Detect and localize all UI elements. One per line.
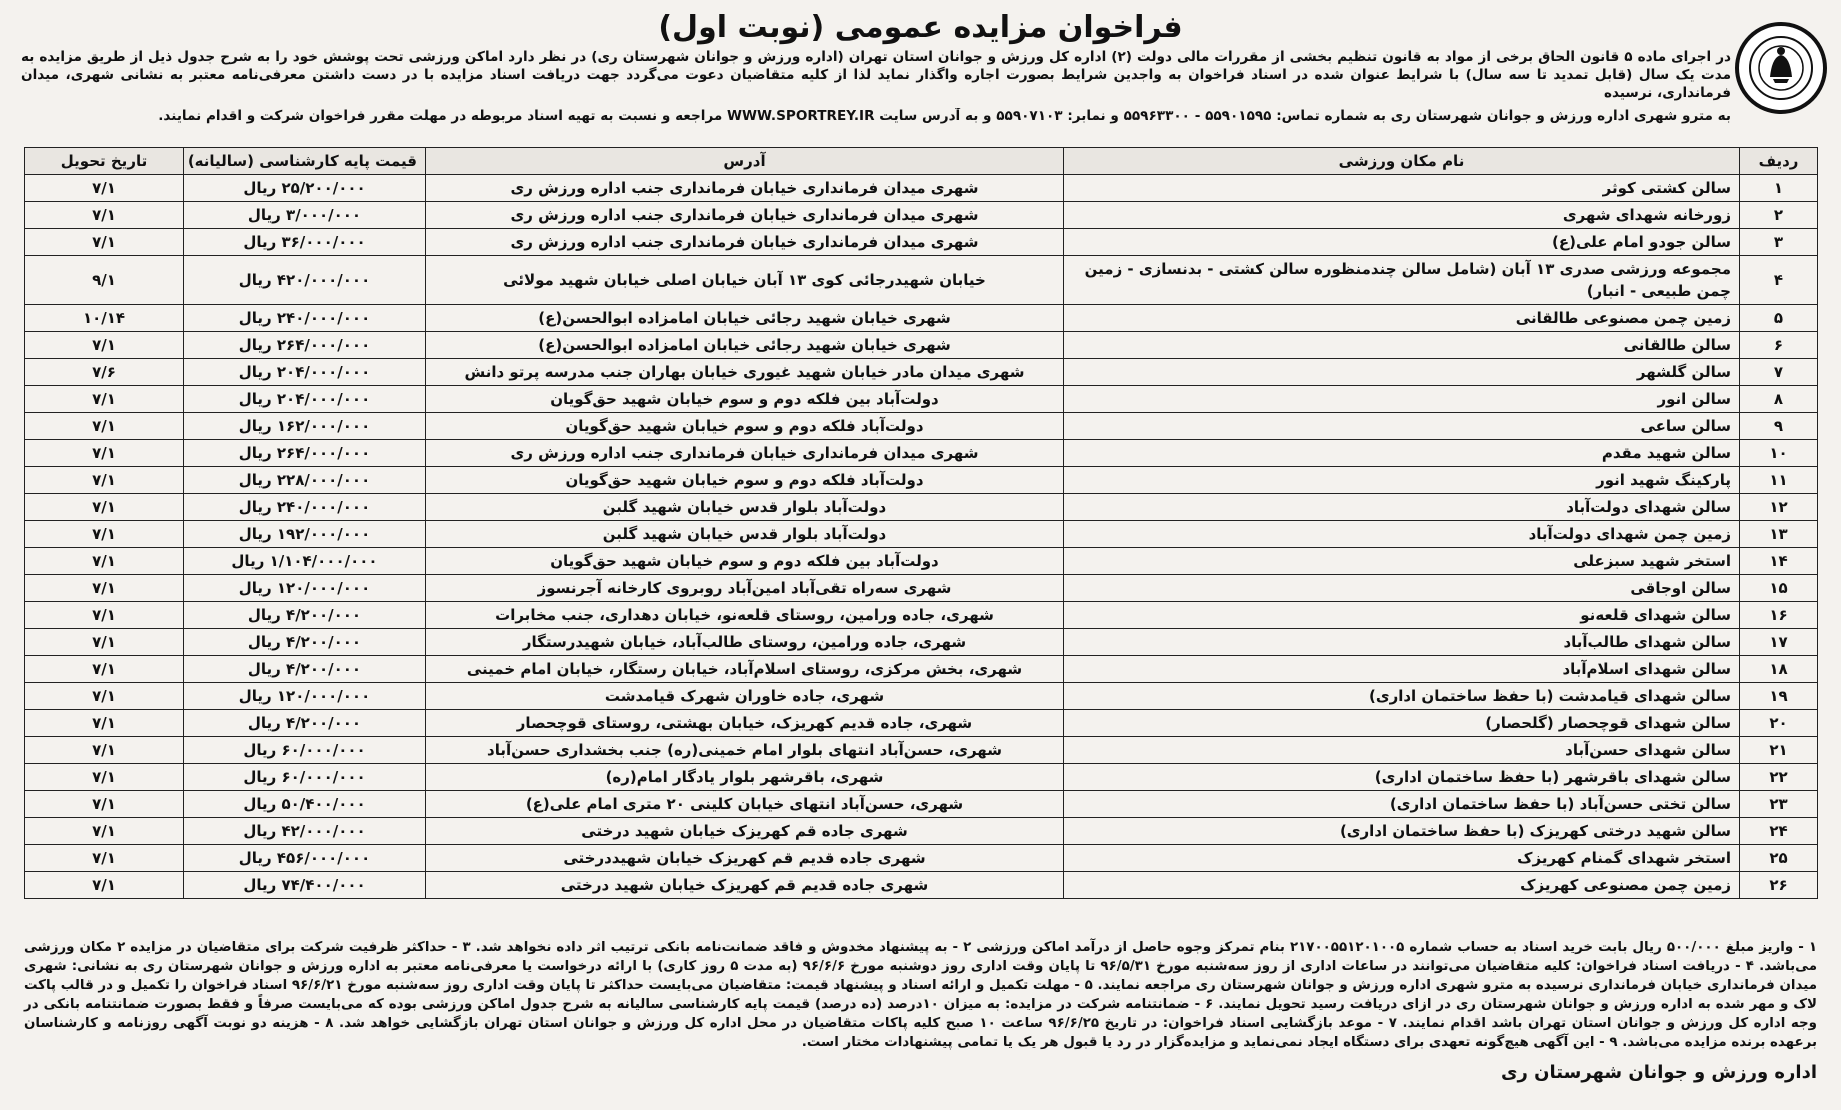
row-number-cell: ۱ <box>1740 175 1818 202</box>
table-row <box>25 305 1818 332</box>
table-row <box>25 386 1818 413</box>
base-price-cell: ۷۴/۴۰۰/۰۰۰ ریال <box>184 872 426 899</box>
base-price-cell: ۲۶۴/۰۰۰/۰۰۰ ریال <box>184 332 426 359</box>
delivery-date-cell: ۷/۱ <box>25 467 184 494</box>
address-cell: دولت‌آباد فلکه دوم و سوم خیابان شهید حق‌گویان <box>426 467 1064 494</box>
issuer-signature: اداره ورزش و جوانان شهرستان ری <box>1501 1062 1817 1083</box>
row-number-cell: ۲۰ <box>1740 710 1818 737</box>
venue-name-cell: زورخانه شهدای شهری <box>1064 202 1740 229</box>
header-delivery-date: تاریخ تحویل <box>25 148 184 175</box>
venue-name-cell: زمین چمن مصنوعی طالقانی <box>1064 305 1740 332</box>
base-price-cell: ۲۵/۲۰۰/۰۰۰ ریال <box>184 175 426 202</box>
delivery-date-cell: ۷/۱ <box>25 548 184 575</box>
delivery-date-cell: ۷/۱ <box>25 629 184 656</box>
venue-name-cell: زمین چمن مصنوعی کهریزک <box>1064 872 1740 899</box>
address-cell: خیابان شهیدرجائی کوی ۱۳ آبان خیابان اصلی خیابان شهید مولائی <box>426 256 1064 305</box>
base-price-cell: ۳/۰۰۰/۰۰۰ ریال <box>184 202 426 229</box>
delivery-date-cell: ۷/۱ <box>25 764 184 791</box>
table-row <box>25 656 1818 683</box>
table-row <box>25 332 1818 359</box>
base-price-cell: ۳۶/۰۰۰/۰۰۰ ریال <box>184 229 426 256</box>
delivery-date-cell: ۷/۶ <box>25 359 184 386</box>
table-row <box>25 548 1818 575</box>
base-price-cell: ۱/۱۰۴/۰۰۰/۰۰۰ ریال <box>184 548 426 575</box>
delivery-date-cell: ۷/۱ <box>25 737 184 764</box>
row-number-cell: ۶ <box>1740 332 1818 359</box>
header-venue-name: نام مکان ورزشی <box>1064 148 1740 175</box>
venue-name-cell: سالن تختی حسن‌آباد (با حفظ ساختمان اداری) <box>1064 791 1740 818</box>
venue-name-cell: سالن شهدای قوچحصار (گلحصار) <box>1064 710 1740 737</box>
delivery-date-cell: ۷/۱ <box>25 332 184 359</box>
base-price-cell: ۱۶۲/۰۰۰/۰۰۰ ریال <box>184 413 426 440</box>
address-cell: شهری، باقرشهر بلوار یادگار امام(ره) <box>426 764 1064 791</box>
base-price-cell: ۴۲/۰۰۰/۰۰۰ ریال <box>184 818 426 845</box>
table-row <box>25 602 1818 629</box>
table-row <box>25 575 1818 602</box>
venue-name-cell: سالن شهید مقدم <box>1064 440 1740 467</box>
row-number-cell: ۲۴ <box>1740 818 1818 845</box>
table-row <box>25 229 1818 256</box>
address-cell: شهری میدان فرمانداری خیابان فرمانداری جنب اداره ورزش ری <box>426 440 1064 467</box>
table-body <box>25 175 1818 899</box>
base-price-cell: ۲۴۰/۰۰۰/۰۰۰ ریال <box>184 305 426 332</box>
header-row-number: ردیف <box>1740 148 1818 175</box>
row-number-cell: ۱۹ <box>1740 683 1818 710</box>
row-number-cell: ۱۶ <box>1740 602 1818 629</box>
venue-name-cell: سالن شهدای قلعه‌نو <box>1064 602 1740 629</box>
base-price-cell: ۴/۲۰۰/۰۰۰ ریال <box>184 602 426 629</box>
table-row <box>25 202 1818 229</box>
delivery-date-cell: ۷/۱ <box>25 602 184 629</box>
address-cell: شهری میدان فرمانداری خیابان فرمانداری جنب اداره ورزش ری <box>426 175 1064 202</box>
venue-name-cell: استخر شهید سبزعلی <box>1064 548 1740 575</box>
delivery-date-cell: ۷/۱ <box>25 791 184 818</box>
row-number-cell: ۱۷ <box>1740 629 1818 656</box>
address-cell: شهری، جاده ورامین، روستای قلعه‌نو، خیابان دهداری، جنب مخابرات <box>426 602 1064 629</box>
delivery-date-cell: ۷/۱ <box>25 710 184 737</box>
address-cell: شهری میدان فرمانداری خیابان فرمانداری جنب اداره ورزش ری <box>426 202 1064 229</box>
delivery-date-cell: ۷/۱ <box>25 175 184 202</box>
row-number-cell: ۱۳ <box>1740 521 1818 548</box>
delivery-date-cell: ۷/۱ <box>25 845 184 872</box>
venues-table <box>24 147 1818 899</box>
venue-name-cell: سالن شهدای قیامدشت (با حفظ ساختمان اداری) <box>1064 683 1740 710</box>
venue-name-cell: سالن ساعی <box>1064 413 1740 440</box>
venue-name-cell: سالن شهدای باقرشهر (با حفظ ساختمان اداری) <box>1064 764 1740 791</box>
table-row <box>25 845 1818 872</box>
address-cell: دولت‌آباد بین فلکه دوم و سوم خیابان شهید حق‌گویان <box>426 548 1064 575</box>
row-number-cell: ۸ <box>1740 386 1818 413</box>
address-cell: شهری، جاده خاوران شهرک قیامدشت <box>426 683 1064 710</box>
row-number-cell: ۱۱ <box>1740 467 1818 494</box>
base-price-cell: ۴/۲۰۰/۰۰۰ ریال <box>184 710 426 737</box>
base-price-cell: ۱۲۰/۰۰۰/۰۰۰ ریال <box>184 683 426 710</box>
base-price-cell: ۴/۲۰۰/۰۰۰ ریال <box>184 629 426 656</box>
venue-name-cell: سالن اوجاقی <box>1064 575 1740 602</box>
delivery-date-cell: ۷/۱ <box>25 656 184 683</box>
address-cell: دولت‌آباد بلوار قدس خیابان شهید گلبن <box>426 521 1064 548</box>
venue-name-cell: پارکینگ شهید انور <box>1064 467 1740 494</box>
base-price-cell: ۶۰/۰۰۰/۰۰۰ ریال <box>184 764 426 791</box>
delivery-date-cell: ۷/۱ <box>25 202 184 229</box>
contact-line: به مترو شهری اداره ورزش و جوانان شهرستان ری به شماره تماس: ۵۵۹۰۱۵۹۵ - ۵۵۹۶۳۳۰۰ و نمابر: ۵۵۹۰۷۱۰۳ و به آدرس سایت WWW.SPORTREY.IR مراجعه و نسبت به تهیه اسناد مربوطه در مهلت مقرر فراخوان شرکت و اقدام نمایند. <box>158 108 1731 124</box>
row-number-cell: ۹ <box>1740 413 1818 440</box>
base-price-cell: ۲۲۸/۰۰۰/۰۰۰ ریال <box>184 467 426 494</box>
base-price-cell: ۱۲۰/۰۰۰/۰۰۰ ریال <box>184 575 426 602</box>
row-number-cell: ۷ <box>1740 359 1818 386</box>
address-cell: دولت‌آباد بین فلکه دوم و سوم خیابان شهید حق‌گویان <box>426 386 1064 413</box>
delivery-date-cell: ۷/۱ <box>25 229 184 256</box>
venue-name-cell: سالن شهدای دولت‌آباد <box>1064 494 1740 521</box>
base-price-cell: ۲۴۰/۰۰۰/۰۰۰ ریال <box>184 494 426 521</box>
table-row <box>25 413 1818 440</box>
base-price-cell: ۵۰/۴۰۰/۰۰۰ ریال <box>184 791 426 818</box>
row-number-cell: ۲۶ <box>1740 872 1818 899</box>
row-number-cell: ۳ <box>1740 229 1818 256</box>
delivery-date-cell: ۷/۱ <box>25 413 184 440</box>
table-row <box>25 791 1818 818</box>
venue-name-cell: مجموعه ورزشی صدری ۱۳ آبان (شامل سالن چندمنظوره سالن کشتی - بدنسازی - زمین چمن طبیعی - انبار) <box>1064 256 1740 305</box>
address-cell: شهری، جاده قدیم کهریزک، خیابان بهشتی، روستای قوچحصار <box>426 710 1064 737</box>
address-cell: شهری سه‌راه تقی‌آباد امین‌آباد روبروی کارخانه آجرنسوز <box>426 575 1064 602</box>
venue-name-cell: سالن شهدای طالب‌آباد <box>1064 629 1740 656</box>
base-price-cell: ۴۵۶/۰۰۰/۰۰۰ ریال <box>184 845 426 872</box>
table-row <box>25 872 1818 899</box>
address-cell: شهری خیابان شهید رجائی خیابان امامزاده ابوالحسن(ع) <box>426 305 1064 332</box>
address-cell: شهری، بخش مرکزی، روستای اسلام‌آباد، خیابان رستگار، خیابان امام خمینی <box>426 656 1064 683</box>
base-price-cell: ۴/۲۰۰/۰۰۰ ریال <box>184 656 426 683</box>
table-row <box>25 818 1818 845</box>
table-row <box>25 467 1818 494</box>
table-row <box>25 256 1818 305</box>
base-price-cell: ۲۶۴/۰۰۰/۰۰۰ ریال <box>184 440 426 467</box>
table-row <box>25 683 1818 710</box>
delivery-date-cell: ۹/۱ <box>25 256 184 305</box>
address-cell: شهری، جاده ورامین، روستای طالب‌آباد، خیابان شهیدرستگار <box>426 629 1064 656</box>
table-row <box>25 359 1818 386</box>
delivery-date-cell: ۷/۱ <box>25 494 184 521</box>
venue-name-cell: استخر شهدای گمنام کهریزک <box>1064 845 1740 872</box>
table-header-row <box>25 148 1818 175</box>
address-cell: شهری، حسن‌آباد انتهای بلوار امام خمینی(ره) جنب بخشداری حسن‌آباد <box>426 737 1064 764</box>
base-price-cell: ۶۰/۰۰۰/۰۰۰ ریال <box>184 737 426 764</box>
address-cell: شهری خیابان شهید رجائی خیابان امامزاده ابوالحسن(ع) <box>426 332 1064 359</box>
delivery-date-cell: ۷/۱ <box>25 575 184 602</box>
table-row <box>25 737 1818 764</box>
intro-paragraph: در اجرای ماده ۵ قانون الحاق برخی از مواد به قانون تنظیم بخشی از مقررات مالی دولت (۲) اداره کل ورزش و جوانان استان تهران (اداره ورزش و جوانان شهرستان ری) در نظر دارد اماکن ورزشی تحت پوشش خود را به شرح جدول ذیل از طریق مزایده به مدت یک سال (قابل تمدید تا سه سال) با شرایط عنوان شده در اسناد فراخوان به واجدین شرایط بصورت اجاره واگذار نماید لذا از کلیه متقاضیان دعوت می‌گردد جهت دریافت اسناد مزایده با در دست داشتن معرفی‌نامه معتبر به نشانی شهری، میدان فرمانداری، نرسیده <box>21 49 1731 101</box>
address-cell: دولت‌آباد بلوار قدس خیابان شهید گلبن <box>426 494 1064 521</box>
base-price-cell: ۲۰۴/۰۰۰/۰۰۰ ریال <box>184 386 426 413</box>
address-cell: شهری جاده قدیم قم کهریزک خیابان شهید درختی <box>426 872 1064 899</box>
delivery-date-cell: ۱۰/۱۴ <box>25 305 184 332</box>
venue-name-cell: سالن انور <box>1064 386 1740 413</box>
venue-name-cell: زمین چمن شهدای دولت‌آباد <box>1064 521 1740 548</box>
base-price-cell: ۲۰۴/۰۰۰/۰۰۰ ریال <box>184 359 426 386</box>
row-number-cell: ۱۵ <box>1740 575 1818 602</box>
address-cell: شهری جاده قدیم قم کهریزک خیابان شهیددرختی <box>426 845 1064 872</box>
row-number-cell: ۱۸ <box>1740 656 1818 683</box>
venue-name-cell: سالن شهید درختی کهریزک (با حفظ ساختمان اداری) <box>1064 818 1740 845</box>
venue-name-cell: سالن شهدای حسن‌آباد <box>1064 737 1740 764</box>
table-row <box>25 710 1818 737</box>
address-cell: شهری جاده قم کهریزک خیابان شهید درختی <box>426 818 1064 845</box>
header-base-price: قیمت پایه کارشناسی (سالیانه) <box>184 148 426 175</box>
table-row <box>25 440 1818 467</box>
delivery-date-cell: ۷/۱ <box>25 440 184 467</box>
row-number-cell: ۲۲ <box>1740 764 1818 791</box>
base-price-cell: ۴۲۰/۰۰۰/۰۰۰ ریال <box>184 256 426 305</box>
address-cell: شهری میدان مادر خیابان شهید غیوری خیابان بهاران جنب مدرسه پرتو دانش <box>426 359 1064 386</box>
venue-name-cell: سالن جودو امام علی(ع) <box>1064 229 1740 256</box>
table-row <box>25 494 1818 521</box>
delivery-date-cell: ۷/۱ <box>25 683 184 710</box>
delivery-date-cell: ۷/۱ <box>25 872 184 899</box>
table-row <box>25 764 1818 791</box>
venue-name-cell: سالن کشتی کوثر <box>1064 175 1740 202</box>
row-number-cell: ۴ <box>1740 256 1818 305</box>
address-cell: شهری میدان فرمانداری خیابان فرمانداری جنب اداره ورزش ری <box>426 229 1064 256</box>
delivery-date-cell: ۷/۱ <box>25 521 184 548</box>
venue-name-cell: سالن گلشهر <box>1064 359 1740 386</box>
address-cell: شهری، حسن‌آباد انتهای خیابان کلینی ۲۰ متری امام علی(ع) <box>426 791 1064 818</box>
address-cell: دولت‌آباد فلکه دوم و سوم خیابان شهید حق‌گویان <box>426 413 1064 440</box>
delivery-date-cell: ۷/۱ <box>25 818 184 845</box>
row-number-cell: ۲۱ <box>1740 737 1818 764</box>
row-number-cell: ۱۴ <box>1740 548 1818 575</box>
row-number-cell: ۲۳ <box>1740 791 1818 818</box>
header-address: آدرس <box>426 148 1064 175</box>
terms-footer: ۱ - واریز مبلغ ۵۰۰/۰۰۰ ریال بابت خرید اسناد به حساب شماره ۲۱۷۰۰۵۵۱۲۰۱۰۰۵ بنام تمرکز وجوه حاصل از درآمد اماکن ورزشی ۲ - به پیشنهاد مخدوش و فاقد ضمانت‌نامه بانکی ترتیب اثر داده نخواهد شد. ۳ - حداکثر ظرفیت شرکت برای متقاضیان در مزایده ۲ مکان ورزشی می‌باشد. ۴ - دریافت اسناد فراخوان: کلیه متقاضیان می‌توانند در ساعات اداری از روز سه‌شنبه مورخ ۹۶/۵/۳۱ تا پایان وقت اداری روز دوشنبه مورخ ۹۶/۶/۶ (به مدت ۵ روز کاری) با ارائه درخواست یا معرفی‌نامه معتبر به اداره ورزش و جوانان شهرستان ری به نشانی: شهری میدان فرمانداری خیابان فرمانداری نرسیده به مترو شهری اداره ورزش و جوانان شهرستان ری مراجعه نمایند. ۵ - مهلت تکمیل و ارائه اسناد و پیشنهاد قیمت: متقاضیان می‌بایست حداکثر تا پایان وقت اداری روز سه‌شنبه مورخ ۹۶/۶/۲۱ اسناد فراخوان را تکمیل و در قالب پاکت لاک و مهر شده به اداره ورزش و جوانان شهرستان ری در ازای دریافت رسید تحویل نمایند. ۶ - ضمانتنامه شرکت در مزایده: به میزان ۱۰درصد (ده درصد) قیمت پایه کارشناسی سالیانه به شرح جدول اماکن ورزشی بوده که می‌بایست صرفاً و فقط بصورت ضمانتنامه بانکی در وجه اداره کل ورزش و جوانان استان تهران باشد اقدام نمایند. ۷ - موعد بازگشایی اسناد فراخوان: در تاریخ ۹۶/۶/۲۵ ساعت ۱۰ صبح کلیه پاکات متقاضیان در محل اداره کل ورزش و جوانان استان تهران بازگشایی خواهد شد. ۸ - هزینه دو نوبت آگهی روزنامه و کارشناسان برعهده برنده مزایده می‌باشد. ۹ - این آگهی هیچ‌گونه تعهدی برای دستگاه ایجاد نمی‌نماید و مزایده‌گزار در رد یا قبول هر یک یا تمامی پیشنهادات مختار است. <box>24 940 1818 1050</box>
base-price-cell: ۱۹۲/۰۰۰/۰۰۰ ریال <box>184 521 426 548</box>
venue-name-cell: سالن شهدای اسلام‌آباد <box>1064 656 1740 683</box>
row-number-cell: ۱۲ <box>1740 494 1818 521</box>
row-number-cell: ۲۵ <box>1740 845 1818 872</box>
row-number-cell: ۱۰ <box>1740 440 1818 467</box>
row-number-cell: ۵ <box>1740 305 1818 332</box>
table-row <box>25 175 1818 202</box>
table-row <box>25 521 1818 548</box>
row-number-cell: ۲ <box>1740 202 1818 229</box>
notice-title: فراخوان مزایده عمومی (نوبت اول) <box>658 10 1183 45</box>
venue-name-cell: سالن طالقانی <box>1064 332 1740 359</box>
table-row <box>25 629 1818 656</box>
delivery-date-cell: ۷/۱ <box>25 386 184 413</box>
